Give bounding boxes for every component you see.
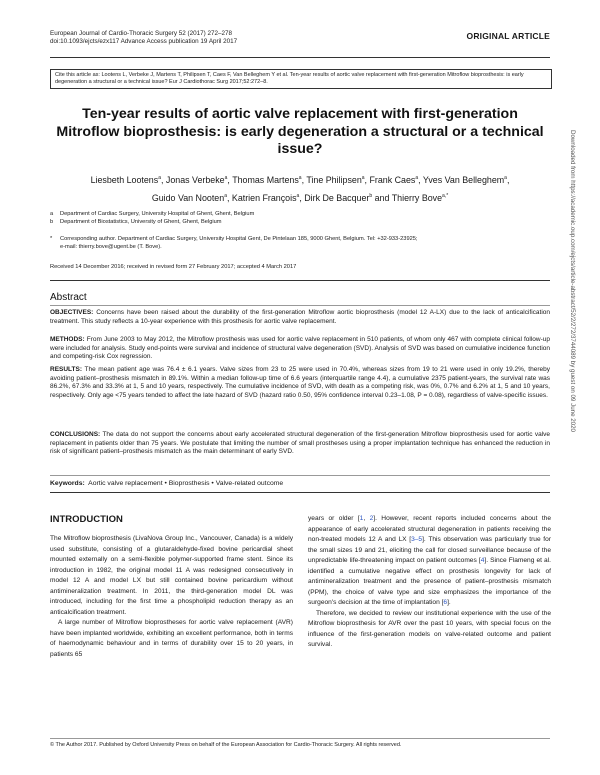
- introduction-heading: INTRODUCTION: [50, 514, 123, 525]
- intro-paragraph: years or older [1, 2]. However, recent reports included concerns about the appearance of early accelerated structural degeneration in patients receiving the non-treated models 12 A and LX [3–5]. This observation was particularly true for the small sizes 19 and 21, eliciting the call for closed surveillance because of the unpredictable life-threatening impact on patient outcomes [4]. Since Flameng et al. identified a cumulative negative effect on prosthesis longevity for lack of antimineralization treatment and the presence of patient–prosthesis mismatch (PPM), the choice of valve type and size emphasizes the importance of the surgeon's decision at the time of implantation [6].: [308, 515, 551, 606]
- affiliation: a Department of Cardiac Surgery, University Hospital of Ghent, Ghent, Belgium: [50, 211, 255, 217]
- author-line-1: Liesbeth Lootens$^a$, Jonas Verbeke$^a$, Thomas Martens$^a$, Tine Philipsen$^a$, Frank Caes$^a$, Yves Van Belleghem$^a$,: [90, 174, 510, 185]
- author: Guido Van Nooten$^a$: [151, 192, 227, 203]
- author: Tine Philipsen$^a$: [306, 174, 365, 185]
- received-dates: Received 14 December 2016; received in revised form 27 February 2017; accepted 4 March 2017: [50, 264, 297, 270]
- reference-link[interactable]: 6: [443, 599, 448, 606]
- keywords-rule: [50, 475, 550, 476]
- abstract-heading: Abstract: [50, 292, 87, 303]
- reference-link[interactable]: 4: [480, 557, 485, 564]
- abstract-results: RESULTS: The mean patient age was 76.4 ± 6.1 years. Valve sizes from 23 to 25 were used in 70.4%, whereas sizes from 19 to 21 were used in only 19.2%, thereby avoiding patient–prosthesis mismatch in 89.1%. Within a median follow-up time of 6.6 years (interquartile range 4.4), a cumulative 2375 patient-years, the survival rate was 86.2%, 67.3% and 33.3% at 1, 5 and 10 years, respectively. The cumulative incidence of SVD, with death as a competing risk, was 0%, 0.7% and 6.2% at 1, 5 and 10 years, respectively. Only age <75 years tended to affect the late hazard of SVD (hazard ratio 0.50, 95% confidence interval 0.23–1.08, P = 0.08), regardless of valve-specific issues.: [50, 366, 550, 399]
- abstract-heading-rule: [50, 305, 550, 306]
- intro-right-column: [308, 514, 551, 651]
- intro-left-column: [50, 534, 293, 660]
- author-line-2: Guido Van Nooten$^a$, Katrien François$^a$, Dirk De Bacquer$^b$ and Thierry Bove$^{a,*}$: [151, 192, 449, 203]
- keywords: Keywords: Aortic valve replacement • Bioprosthesis • Valve-related outcome: [50, 480, 284, 487]
- citation-box: Cite this article as: Lootens L, Verbeke J, Martens T, Philipsen T, Caes F, Van Belleghem Y et al. Ten-year results of aortic valve replacement with first-generation Mitroflow bioprosthesis: is early degeneration a structural or a technical issue? Eur J Cardiothorac Surg 2017;52:272–8.: [50, 69, 552, 89]
- article-title: Ten-year results of aortic valve replacement with first-generation Mitroflow bioprosthesis: is early degeneration a structural or a technical issue?: [56, 106, 544, 157]
- author: Yves Van Belleghem$^a$: [422, 174, 507, 185]
- footer-rule: [50, 738, 550, 739]
- affiliation: b Department of Biostatistics, University of Ghent, Ghent, Belgium: [50, 219, 222, 225]
- author: Thierry Bove$^{a,*}$: [391, 192, 449, 203]
- intro-paragraph: The Mitroflow bioprosthesis (LivaNova Group Inc., Vancouver, Canada) is a widely used substitute, consisting of a glutaraldehyde-fixed bovine pericardial sheet mounted externally on a semi-flexible polymer-supported frame stent. Since its introduction in 1982, the original model 11 A was redesigned consecutively in model 12 A and model LX but still contained bovine pericardium without antimineralization treatment. In 2011, the third-generation model DL was introduced, including for the first time a phospholipid reduction therapy as an anticalcification treatment.: [50, 535, 293, 616]
- author: Thomas Martens$^a$: [232, 174, 302, 185]
- reference-link[interactable]: 3–5: [411, 536, 423, 543]
- abstract-bottom-rule: [50, 492, 550, 493]
- abstract-conclusions: CONCLUSIONS: The data do not support the concerns about early accelerated structural degeneration of the first-generation Mitroflow bioprosthesis used for aortic valve replacement in patients older than 75 years. We postulate that limiting the number of small prostheses using a proper implantation technique has enhanced the reduction in risk of significant patient–prosthesis mismatch as the main determinant of early SVD.: [50, 431, 550, 456]
- author: Jonas Verbeke$^a$: [165, 174, 228, 185]
- article-type: ORIGINAL ARTICLE: [466, 31, 550, 41]
- abstract-methods: METHODS: From June 2003 to May 2012, the Mitroflow prosthesis was used for aortic valve replacement in 510 patients, of whom only 467 with complete clinical follow-up were included for analysis. Study end-points were survival and incidence of structural valve degeneration (SVD). Analysis of SVD was based on cumulative incidence function and competing-risk Cox regression.: [50, 336, 551, 361]
- author: Dirk De Bacquer$^b$: [304, 192, 373, 203]
- intro-paragraph: Therefore, we decided to review our institutional experience with the use of the Mitroflow bioprosthesis for AVR over the past 10 years, with special focus on the influence of the first-generation models on valve-related outcome and patient survival.: [308, 609, 551, 648]
- author: Liesbeth Lootens$^a$: [90, 174, 161, 185]
- reference-link[interactable]: 2: [369, 515, 374, 522]
- corresponding-email: e-mail: thierry.bove@ugent.be (T. Bove).: [60, 244, 162, 250]
- reference-link[interactable]: 1: [359, 515, 364, 522]
- author: Frank Caes$^a$: [369, 174, 419, 185]
- download-watermark: Downloaded from https://academic.oup.com/ejcts/article-abstract/52/2/272/3744089 by guest on 09 June 2020: [569, 130, 576, 432]
- journal-line: European Journal of Cardio-Thoracic Surgery 52 (2017) 272–278: [50, 30, 233, 37]
- abstract-top-rule: [50, 280, 550, 281]
- corresponding-author: * Corresponding author. Department of Cardiac Surgery, University Hospital Gent, De Pintelaan 185, 9000 Ghent, Belgium. Tel: +32-933-23925;: [50, 236, 418, 242]
- author: Katrien François$^a$: [231, 192, 300, 203]
- header-divider: [50, 57, 550, 58]
- intro-paragraph: A large number of Mitroflow bioprostheses for aortic valve replacement (AVR) have been implanted worldwide, exhibiting an excellent performance, both in terms of haemodynamic behaviour and in terms of durability over 15 to 20 years, in patients 65: [50, 619, 293, 658]
- abstract-objectives: OBJECTIVES: Concerns have been raised about the durability of the first-generation Mitroflow aortic bioprosthesis (model 12 A-LX) due to the lack of anticalcification treatment. This study reflects a 10-year experience with this prosthesis for aortic valve replacement.: [50, 309, 550, 325]
- copyright-footer: © The Author 2017. Published by Oxford University Press on behalf of the European Association for Cardio-Thoracic Surgery. All rights reserved.: [50, 742, 402, 748]
- doi-line: doi:10.1093/ejcts/ezx117 Advance Access publication 19 April 2017: [50, 38, 238, 45]
- author-list: [60, 170, 540, 206]
